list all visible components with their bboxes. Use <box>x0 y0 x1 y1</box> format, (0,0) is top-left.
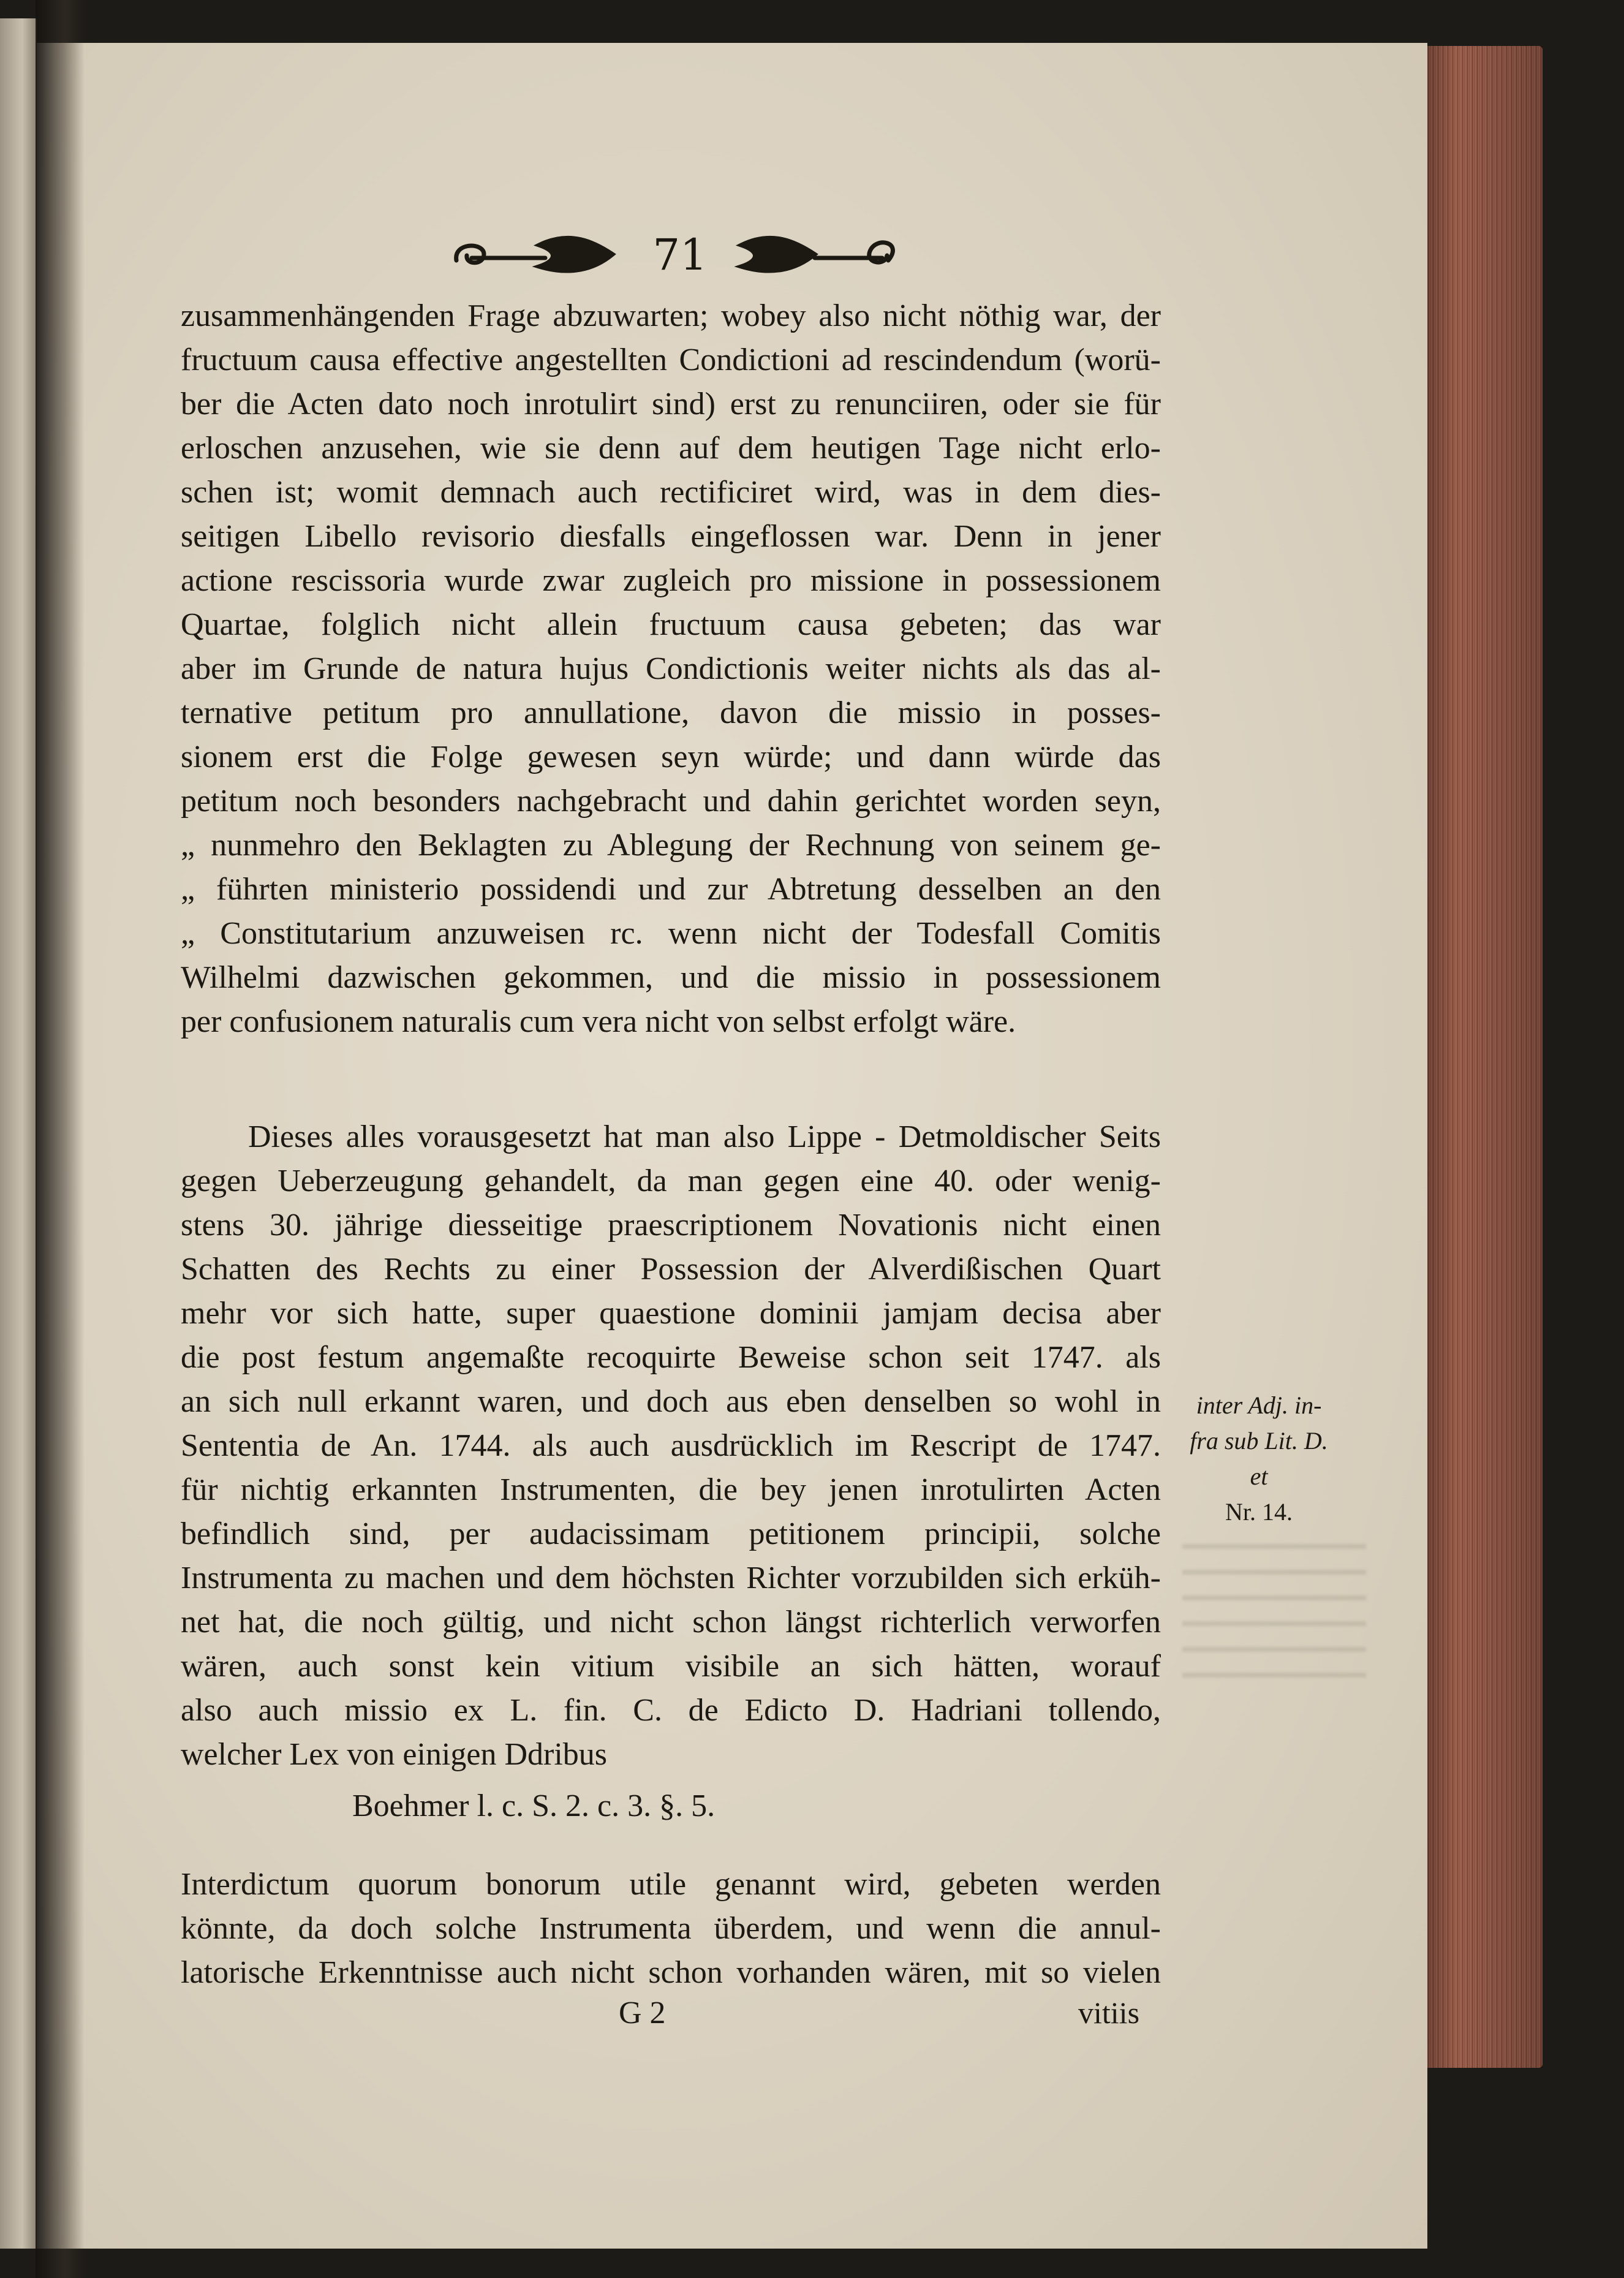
text-line: welcher Lex von einigen Ddribus <box>181 1737 608 1772</box>
text-line: zusammenhängenden Frage abzuwarten; wobey also nicht nöthig war, der <box>181 298 1161 333</box>
text-line: fructuum causa effective angestellten Condictioni ad rescindendum (worü- <box>181 342 1161 377</box>
ornament-right-scroll <box>815 243 893 262</box>
text-line: net hat, die noch gültig, und nicht schon längst richterlich verworfen <box>181 1605 1161 1640</box>
margin-note-line: et <box>1250 1463 1268 1490</box>
text-line: latorische Erkenntnisse auch nicht schon vorhanden wären, mit so vielen <box>181 1955 1161 1990</box>
page-number: 71 <box>652 230 708 280</box>
text-line: per confusionem naturalis cum vera nicht von selbst erfolgt wäre. <box>181 1004 1016 1039</box>
margin-note-line: Nr. 14. <box>1225 1498 1293 1526</box>
text-line: wären, auch sonst kein vitium visibile an sich hätten, worauf <box>181 1649 1161 1684</box>
ornament-left-scroll <box>456 246 545 263</box>
margin-note-line: inter Adj. in- <box>1196 1391 1322 1419</box>
facing-page-edge <box>0 18 37 2249</box>
paragraph-3 <box>181 1863 1161 1995</box>
text-line: könnte, da doch solche Instrumenta überdem, und wenn die annul- <box>181 1911 1161 1946</box>
book-gutter-shadow <box>36 0 85 2278</box>
text-line: befindlich sind, per audacissimam petitionem principii, solche <box>181 1516 1161 1551</box>
text-line: schen ist; womit demnach auch rectificiret wird, was in dem dies- <box>181 475 1161 510</box>
text-line: „ nunmehro den Beklagten zu Ablegung der Rechnung von seinem ge- <box>181 828 1161 863</box>
text-line: die post festum angemaßte recoquirte Beweise schon seit 1747. als <box>181 1340 1161 1375</box>
citation: Boehmer l. c. S. 2. c. 3. §. 5. <box>352 1788 716 1823</box>
signature-mark: G 2 <box>619 1996 666 2030</box>
text-line: Dieses alles vorausgesetzt hat man also Lippe - Detmoldischer Seits <box>248 1119 1161 1154</box>
ornament-left-leaf <box>539 238 613 271</box>
text-line: aber im Grunde de natura hujus Condictionis weiter nichts als das al- <box>181 651 1161 686</box>
text-line: seitigen Libello revisorio diesfalls eingeflossen war. Denn in jener <box>181 519 1161 554</box>
text-line: „ Constitutarium anzuweisen rc. wenn nicht der Todesfall Comitis <box>181 916 1161 951</box>
text-line: gegen Ueberzeugung gehandelt, da man gegen eine 40. oder wenig- <box>181 1164 1161 1198</box>
text-line: sionem erst die Folge gewesen seyn würde; und dann würde das <box>181 740 1161 774</box>
text-line: stens 30. jährige diesseitige praescriptionem Novationis nicht einen <box>181 1208 1161 1243</box>
text-line: an sich null erkannt waren, und doch aus eben denselben so wohl in <box>181 1384 1161 1419</box>
margin-note-line: fra sub Lit. D. <box>1190 1427 1328 1455</box>
text-line: ber die Acten dato noch inrotulirt sind) erst zu renunciiren, oder sie für <box>181 387 1161 422</box>
text-line: ternative petitum pro annullatione, davon die missio in posses- <box>181 695 1161 730</box>
margin-note <box>1167 1388 1351 1530</box>
text-line: Sententia de An. 1744. als auch ausdrücklich im Rescript de 1747. <box>181 1428 1161 1463</box>
text-line: mehr vor sich hatte, super quaestione dominii jamjam decisa aber <box>181 1296 1161 1331</box>
paragraph-1 <box>181 294 1161 1044</box>
ornament-right-leaf <box>741 238 815 271</box>
paragraph-2 <box>181 1115 1161 1777</box>
text-line: also auch missio ex L. fin. C. de Edicto D. Hadriani tollendo, <box>181 1693 1161 1728</box>
text-line: für nichtig erkannten Instrumenten, die bey jenen inrotulirten Acten <box>181 1472 1161 1507</box>
text-line: actione rescissoria wurde zwar zugleich pro missione in possessionem <box>181 563 1161 598</box>
text-line: Schatten des Rechts zu einer Possession der Alverdißischen Quart <box>181 1252 1161 1287</box>
page-stack-shade <box>1420 46 1543 2068</box>
text-line: „ führten ministerio possidendi und zur Abtretung desselben an den <box>181 872 1161 907</box>
show-through-text <box>1182 1544 1366 1691</box>
text-line: Quartae, folglich nicht allein fructuum causa gebeten; das war <box>181 607 1161 642</box>
text-line: petitum noch besonders nachgebracht und dahin gerichtet worden seyn, <box>181 784 1161 819</box>
catchword: vitiis <box>1078 1996 1140 2030</box>
text-line: erloschen anzusehen, wie sie denn auf dem heutigen Tage nicht erlo- <box>181 431 1161 466</box>
text-line: Interdictum quorum bonorum utile genannt wird, gebeten werden <box>181 1867 1161 1902</box>
text-line: Wilhelmi dazwischen gekommen, und die missio in possessionem <box>181 960 1161 995</box>
text-line: Instrumenta zu machen und dem höchsten Richter vorzubilden sich erküh- <box>181 1561 1161 1595</box>
